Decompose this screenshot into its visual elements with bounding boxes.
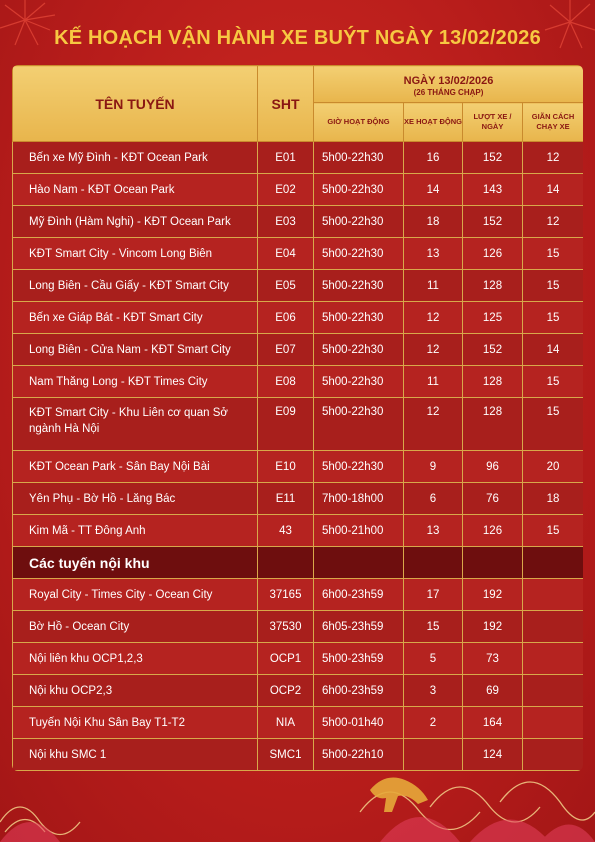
- route-trips: 126: [463, 515, 523, 547]
- route-interval: [523, 579, 584, 611]
- table-row: [13, 515, 584, 547]
- section-empty-cell: [314, 547, 404, 579]
- route-trips: 152: [463, 142, 523, 174]
- route-name: Bến xe Giáp Bát - KĐT Smart City: [13, 302, 258, 334]
- route-trips: 152: [463, 334, 523, 366]
- table-row: [13, 675, 584, 707]
- route-sht: E09: [258, 398, 314, 451]
- route-interval: 18: [523, 483, 584, 515]
- route-trips: 128: [463, 270, 523, 302]
- schedule-table: [12, 65, 583, 771]
- route-name: Bờ Hồ - Ocean City: [13, 611, 258, 643]
- route-hours: 7h00-18h00: [314, 483, 404, 515]
- route-hours: 6h00-23h59: [314, 579, 404, 611]
- route-vehicles: 11: [404, 366, 463, 398]
- table-row: [13, 174, 584, 206]
- route-sht: OCP1: [258, 643, 314, 675]
- route-hours: 5h00-22h10: [314, 739, 404, 771]
- route-trips: 73: [463, 643, 523, 675]
- route-sht: SMC1: [258, 739, 314, 771]
- route-sht: E06: [258, 302, 314, 334]
- route-vehicles: 3: [404, 675, 463, 707]
- route-trips: 152: [463, 206, 523, 238]
- route-interval: 15: [523, 270, 584, 302]
- route-interval: 20: [523, 451, 584, 483]
- route-interval: 15: [523, 302, 584, 334]
- route-hours: 6h05-23h59: [314, 611, 404, 643]
- route-trips: 192: [463, 611, 523, 643]
- page-title: KẾ HOẠCH VẬN HÀNH XE BUÝT NGÀY 13/02/2026: [54, 27, 541, 49]
- route-sht: OCP2: [258, 675, 314, 707]
- route-hours: 5h00-22h30: [314, 238, 404, 270]
- route-trips: 128: [463, 366, 523, 398]
- route-vehicles: 14: [404, 174, 463, 206]
- route-name: Yên Phụ - Bờ Hồ - Lăng Bác: [13, 483, 258, 515]
- route-interval: 12: [523, 142, 584, 174]
- route-trips: 124: [463, 739, 523, 771]
- route-name: Long Biên - Cầu Giấy - KĐT Smart City: [13, 270, 258, 302]
- route-trips: 192: [463, 579, 523, 611]
- route-interval: [523, 675, 584, 707]
- route-vehicles: 9: [404, 451, 463, 483]
- route-vehicles: 12: [404, 398, 463, 451]
- section-row: [13, 547, 584, 579]
- route-interval: 14: [523, 174, 584, 206]
- table-row: [13, 483, 584, 515]
- route-interval: 12: [523, 206, 584, 238]
- route-trips: 96: [463, 451, 523, 483]
- route-interval: [523, 643, 584, 675]
- header-route: TÊN TUYẾN: [13, 66, 258, 142]
- route-name: KĐT Ocean Park - Sân Bay Nội Bài: [13, 451, 258, 483]
- route-sht: E08: [258, 366, 314, 398]
- route-hours: 5h00-22h30: [314, 398, 404, 451]
- horse-icon: [370, 778, 428, 812]
- route-sht: E05: [258, 270, 314, 302]
- section-title: Các tuyến nội khu: [13, 547, 258, 579]
- route-interval: [523, 611, 584, 643]
- section-empty-cell: [463, 547, 523, 579]
- route-vehicles: 16: [404, 142, 463, 174]
- header-date-label: NGÀY 13/02/2026: [403, 75, 494, 87]
- route-trips: 164: [463, 707, 523, 739]
- route-sht: E02: [258, 174, 314, 206]
- route-vehicles: 5: [404, 643, 463, 675]
- route-vehicles: 6: [404, 483, 463, 515]
- route-name: Nội liên khu OCP1,2,3: [13, 643, 258, 675]
- section-empty-cell: [404, 547, 463, 579]
- route-trips: 126: [463, 238, 523, 270]
- route-interval: 15: [523, 515, 584, 547]
- header-interval: GIÃN CÁCH CHẠY XE: [523, 103, 584, 142]
- table-row: [13, 398, 584, 451]
- route-sht: 37165: [258, 579, 314, 611]
- route-hours: 5h00-22h30: [314, 142, 404, 174]
- table-row: [13, 238, 584, 270]
- route-vehicles: 12: [404, 334, 463, 366]
- route-name: Long Biên - Cửa Nam - KĐT Smart City: [13, 334, 258, 366]
- route-name: KĐT Smart City - Vincom Long Biên: [13, 238, 258, 270]
- header-sht: SHT: [258, 66, 314, 142]
- table-row: [13, 451, 584, 483]
- route-vehicles: 17: [404, 579, 463, 611]
- route-sht: 43: [258, 515, 314, 547]
- schedule-table-wrapper: [12, 65, 583, 771]
- route-hours: 6h00-23h59: [314, 675, 404, 707]
- table-row: [13, 366, 584, 398]
- table-row: [13, 142, 584, 174]
- route-sht: E10: [258, 451, 314, 483]
- route-sht: E03: [258, 206, 314, 238]
- route-trips: 143: [463, 174, 523, 206]
- route-name: Hào Nam - KĐT Ocean Park: [13, 174, 258, 206]
- section-empty-cell: [258, 547, 314, 579]
- route-hours: 5h00-22h30: [314, 302, 404, 334]
- table-row: [13, 302, 584, 334]
- route-hours: 5h00-22h30: [314, 366, 404, 398]
- header-hours: GIỜ HOẠT ĐỘNG: [314, 103, 404, 142]
- route-vehicles: 13: [404, 238, 463, 270]
- route-hours: 5h00-21h00: [314, 515, 404, 547]
- route-vehicles: 2: [404, 707, 463, 739]
- route-hours: 5h00-01h40: [314, 707, 404, 739]
- route-vehicles: 18: [404, 206, 463, 238]
- route-name: Nội khu SMC 1: [13, 739, 258, 771]
- route-name: Nam Thăng Long - KĐT Times City: [13, 366, 258, 398]
- header-date: [314, 66, 584, 103]
- route-vehicles: 11: [404, 270, 463, 302]
- route-interval: [523, 707, 584, 739]
- table-row: [13, 334, 584, 366]
- route-trips: 76: [463, 483, 523, 515]
- route-name: Kim Mã - TT Đông Anh: [13, 515, 258, 547]
- header-date-sub: (26 THÁNG CHẠP): [413, 88, 484, 97]
- route-name: Bến xe Mỹ Đình - KĐT Ocean Park: [13, 142, 258, 174]
- route-hours: 5h00-22h30: [314, 174, 404, 206]
- route-vehicles: 12: [404, 302, 463, 334]
- route-sht: E01: [258, 142, 314, 174]
- route-sht: E04: [258, 238, 314, 270]
- route-interval: 15: [523, 398, 584, 451]
- route-trips: 128: [463, 398, 523, 451]
- route-sht: E11: [258, 483, 314, 515]
- header-trips: LƯỢT XE / NGÀY: [463, 103, 523, 142]
- route-name: Nội khu OCP2,3: [13, 675, 258, 707]
- section-empty-cell: [523, 547, 584, 579]
- route-hours: 5h00-22h30: [314, 334, 404, 366]
- route-hours: 5h00-22h30: [314, 451, 404, 483]
- route-name: Mỹ Đình (Hàm Nghi) - KĐT Ocean Park: [13, 206, 258, 238]
- route-interval: 15: [523, 238, 584, 270]
- route-sht: E07: [258, 334, 314, 366]
- route-hours: 5h00-23h59: [314, 643, 404, 675]
- route-sht: NIA: [258, 707, 314, 739]
- route-hours: 5h00-22h30: [314, 206, 404, 238]
- route-trips: 69: [463, 675, 523, 707]
- table-row: [13, 579, 584, 611]
- table-row: [13, 611, 584, 643]
- table-row: [13, 206, 584, 238]
- route-name: Tuyến Nội Khu Sân Bay T1-T2: [13, 707, 258, 739]
- route-interval: 14: [523, 334, 584, 366]
- route-hours: 5h00-22h30: [314, 270, 404, 302]
- route-sht: 37530: [258, 611, 314, 643]
- route-trips: 125: [463, 302, 523, 334]
- table-row: [13, 270, 584, 302]
- route-name: KĐT Smart City - Khu Liên cơ quan Sở ngành Hà Nội: [13, 398, 258, 451]
- table-row: [13, 707, 584, 739]
- route-vehicles: 13: [404, 515, 463, 547]
- header-vehicles: XE HOẠT ĐỘNG: [404, 103, 463, 142]
- route-interval: 15: [523, 366, 584, 398]
- wave-pattern: [0, 752, 595, 842]
- route-vehicles: 15: [404, 611, 463, 643]
- table-row: [13, 643, 584, 675]
- route-name: Royal City - Times City - Ocean City: [13, 579, 258, 611]
